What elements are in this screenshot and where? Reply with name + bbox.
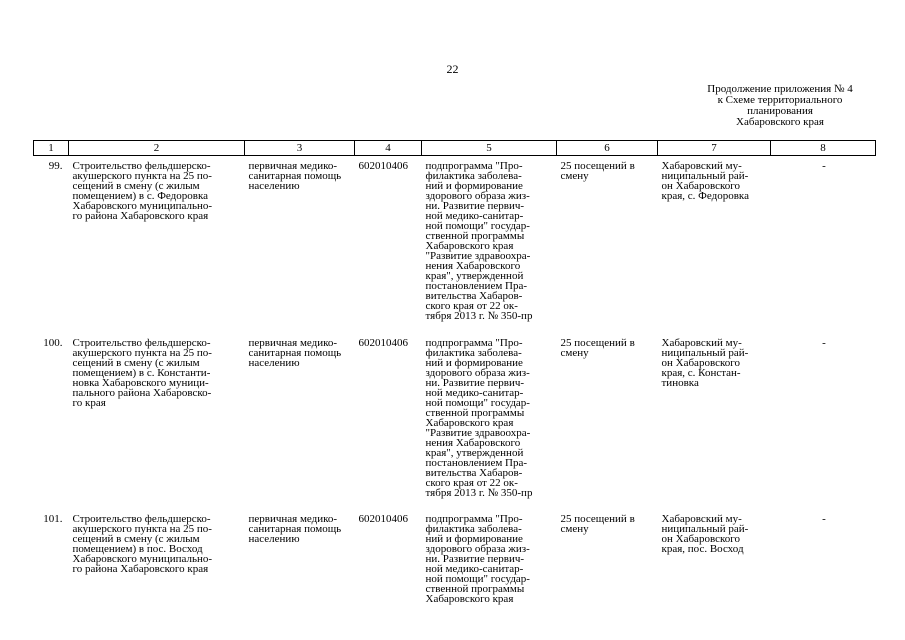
object-code: 602010406	[358, 512, 408, 525]
object-capacity: 25 посещений в смену	[560, 336, 635, 359]
page-number: 22	[446, 62, 459, 76]
object-name: Строительство фельдшерско- акушерского пункта на 25 по- сещений в смену (с жилым помещением) в с. Константи- новка Хабаровского муници- пального района Хабаровско- го края	[72, 336, 212, 409]
object-name: Строительство фельдшерско- акушерского пункта на 25 по- сещений в смену (с жилым помещением) в пос. Восход Хабаровского муниципально- го района Хабаровского края	[72, 512, 213, 575]
object-purpose: первичная медико- санитарная помощь населению	[248, 160, 342, 192]
appendix-line-3: планирования	[747, 105, 813, 117]
appendix-note	[640, 84, 905, 128]
appendix-line-2: к Схеме территориального	[717, 94, 843, 106]
object-code: 602010406	[358, 160, 408, 172]
column-header: 4	[355, 141, 422, 156]
row-number: 100.	[43, 336, 63, 349]
column-header: 5	[422, 141, 557, 156]
extra-info: -	[822, 160, 826, 172]
object-purpose: первичная медико- санитарная помощь населению	[248, 336, 342, 369]
column-header: 6	[557, 141, 658, 156]
appendix-table	[33, 140, 876, 614]
program-basis: подпрограмма "Про- филактика заболева- ний и формирование здорового образа жиз- ни. Развитие первич- ной медико-санитар- ной помощи" государ- ственной программы Хабаровского края "Развитие здравоохра- нения Хабаровского края", утвержденной постановлением Пра- вительства Хабаров- ского края от 22 ок- тября 2013 г. № 350-пр	[425, 336, 533, 499]
extra-info: -	[822, 512, 826, 525]
row-number: 99.	[48, 160, 63, 172]
column-header: 8	[771, 141, 876, 156]
table-row	[34, 509, 876, 614]
object-capacity: 25 посещений в смену	[560, 512, 635, 535]
object-capacity: 25 посещений в смену	[560, 160, 635, 182]
program-basis: подпрограмма "Про- филактика заболева- ний и формирование здорового образа жиз- ни. Развитие первич- ной медико-санитар- ной помощи" государ- ственной программы Хабаровского края	[425, 512, 530, 605]
object-name: Строительство фельдшерско- акушерского пункта на 25 по- сещений в смену (с жилым помещением) в с. Федоровка Хабаровского муниципально- го района Хабаровского края	[72, 160, 213, 222]
object-location: Хабаровский му- ниципальный рай- он Хабаровского края, с. Федоровка	[661, 160, 749, 202]
object-location: Хабаровский му- ниципальный рай- он Хабаровского края, с. Констан- тиновка	[661, 336, 749, 389]
column-header: 7	[658, 141, 771, 156]
column-header: 2	[69, 141, 245, 156]
row-number: 101.	[43, 512, 63, 525]
object-location: Хабаровский му- ниципальный рай- он Хабаровского края, пос. Восход	[661, 512, 749, 555]
column-header: 3	[245, 141, 355, 156]
object-purpose: первичная медико- санитарная помощь населению	[248, 512, 342, 545]
object-code: 602010406	[358, 336, 408, 349]
appendix-line-1: Продолжение приложения № 4	[707, 83, 853, 95]
table-header-row	[34, 141, 876, 156]
program-basis: подпрограмма "Про- филактика заболева- ний и формирование здорового образа жиз- ни. Развитие первич- ной медико-санитар- ной помощи" государ- ственной программы Хабаровского края "Развитие здравоохра- нения Хабаровского края", утвержденной постановлением Пра- вительства Хабаров- ского края от 22 ок- тября 2013 г. № 350-пр	[425, 160, 533, 322]
extra-info: -	[822, 336, 826, 349]
table-row	[34, 333, 876, 509]
table-row	[34, 156, 876, 333]
appendix-line-4: Хабаровского края	[736, 116, 824, 128]
column-header: 1	[34, 141, 69, 156]
